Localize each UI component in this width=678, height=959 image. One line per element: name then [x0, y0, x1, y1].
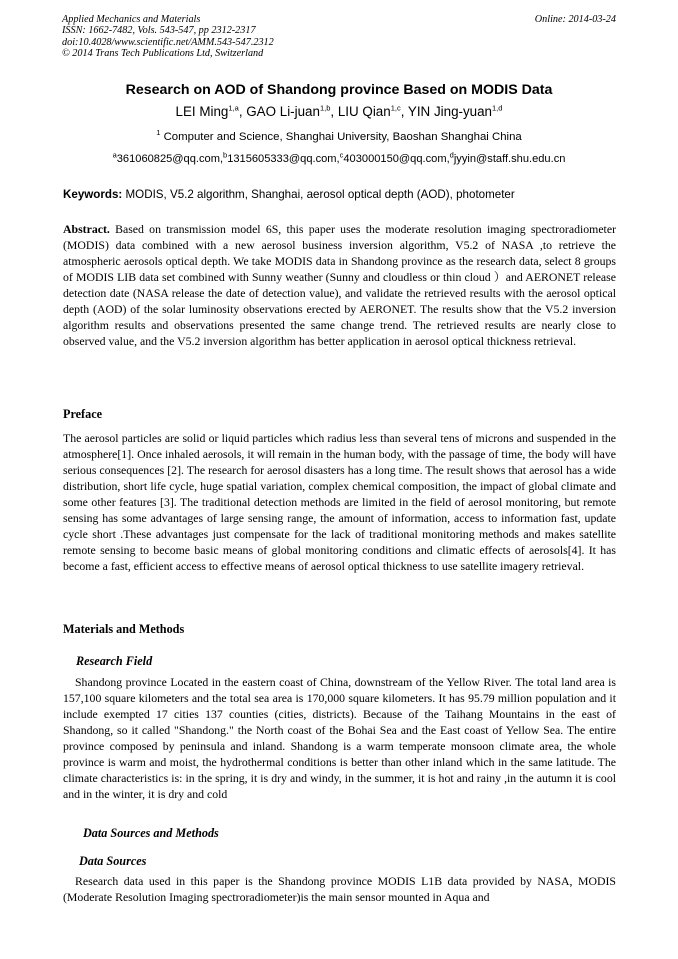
keywords-label: Keywords:	[63, 188, 123, 201]
email-sup: c	[339, 150, 344, 160]
author-name: GAO Li-juan	[246, 104, 320, 119]
affiliation-text: Computer and Science, Shanghai University, Baoshan Shanghai China	[163, 131, 522, 143]
journal-name: Applied Mechanics and Materials	[62, 14, 201, 25]
author-name: LEI Ming	[175, 104, 229, 119]
author-sup: 1,d	[492, 103, 503, 113]
preface-text: The aerosol particles are solid or liquid particles which radius less than several tens of microns and suspended in the atmosphere[1]. Once inhaled aerosols, it will remain in the human body, with the passage of time, the body will have serious consequences [2]. The research for aerosol disasters has a long time. The result shows that aerosol has a wide distribution, short life cycle, huge spatial variation, complex chemical composition, the impact of global climate and some other features [3]. The traditional detection methods are limited in the field of aerosol monitoring, but remote sensing has some advantages of large sensing range, the amount of information, access to information fast, update cycle short .These advantages just compensate for the lack of traditional monitoring methods and makes satellite remote sensing to become basic means of global monitoring conditions and climatic effects of aerosols[4]. It has become a fast, efficient access to effective means of aerosol optical thickness to use satellite imagery retrieval.	[63, 431, 616, 574]
data-sources-text: Research data used in this paper is the Shandong province MODIS L1B data provided by NASA, MODIS (Moderate Resolution Imaging spectroradiometer)is the main sensor mounted in Aqua and	[63, 874, 616, 905]
abstract-text: Based on transmission model 6S, this paper uses the moderate resolution imaging spectroradiometer (MODIS) data combined with a new aerosol business inversion algorithm, V5.2 of NASA ,to retrieve the atmospheric aerosols optical depth. We take MODIS data in Shandong province as the research data, select 8 groups of MODIS LIB data set combined with Sunny weather (Sunny and cloudless or thin cloud ）and AERONET release detection date (NASA release the date of detection value), and validate the retrieved results with the aerosol optical depth (AOD) of the solar luminosity observations erected by AERONET. The results show that the V5.2 inversion algorithm results and observations presented the same change trend. The retrieved results are nearly close to observed value, and the V5.2 inversion algorithm has better application in aerosol optical thickness retrieval.	[63, 222, 616, 349]
email-list: $^a$361060825@qq.com,$^b$1315605333@qq.com,$^c$403000150@qq.com,$^d$jyyin@staff.shu.edu.cn	[112, 150, 566, 165]
doi-line[interactable]: doi:10.4028/www.scientific.net/AMM.543-547.2312	[62, 36, 274, 48]
subsection-heading-data-sources-methods: Data Sources and Methods	[83, 826, 219, 840]
author-sup: 1,c	[390, 103, 401, 113]
email-address[interactable]: 361060825@qq.com	[116, 153, 220, 165]
subsection-heading-data-sources: Data Sources	[79, 854, 147, 868]
affiliation	[0, 128, 678, 143]
abstract-label: Abstract.	[63, 222, 110, 236]
email-sup: b	[223, 150, 228, 160]
author-name: YIN Jing-yuan	[407, 104, 493, 119]
email-address[interactable]: 403000150@qq.com	[343, 153, 447, 165]
affiliation-sup: 1	[156, 128, 161, 138]
copyright-line: © 2014 Trans Tech Publications Ltd, Switzerland	[62, 48, 264, 60]
research-field-text: Shandong province Located in the eastern coast of China, downstream of the Yellow River. The total land area is 157,100 square kilometers and the total sea area is 170,000 square kilometers. It has 95.79 million population and it include exempted 17 cities 137 counties (cities, districts). Because of the Taihang Mountains in the east of Shandong, so it called "Shandong." the North coast of the Bohai Sea and the East coast of Yellow Sea. The entire province composed by peninsula and inland. Shandong is a warm temperate monsoon climate area, the whole province is warm and moist, the hydrothermal conditions is better than other inland which in the same latitude. The climate characteristics is: in the spring, it is dry and windy, in the summer, it is hot and rainy ,in the autumn it is cool and in the winter, it is dry and cold	[63, 675, 616, 802]
author-sup: 1,b	[319, 103, 331, 113]
section-heading-materials: Materials and Methods	[63, 622, 185, 636]
issn-line: ISSN: 1662-7482, Vols. 543-547, pp 2312-2317	[62, 25, 256, 37]
email-address[interactable]: jyyin@staff.shu.edu.cn	[453, 153, 566, 165]
author-name: LIU Qian	[337, 104, 391, 119]
journal-header	[62, 14, 616, 60]
keywords-line	[63, 188, 616, 201]
author-sup: 1,a	[228, 103, 239, 113]
email-sup: a	[112, 150, 117, 160]
section-heading-preface: Preface	[63, 407, 103, 421]
email-address[interactable]: 1315605333@qq.com	[227, 153, 337, 165]
subsection-heading-research-field: Research Field	[76, 654, 153, 668]
online-date: Online: 2014-03-24	[534, 14, 616, 25]
author-list: LEI Ming$^{1,a}$, GAO Li-juan$^{1,b}$, LIU Qian$^{1,c}$, YIN Jing-yuan$^{1,d}$	[175, 103, 503, 119]
paper-title: Research on AOD of Shandong province Based on MODIS Data	[125, 82, 553, 98]
keywords-text: MODIS, V5.2 algorithm, Shanghai, aerosol optical depth (AOD), photometer	[125, 188, 515, 201]
email-sup: d	[449, 150, 454, 160]
abstract	[63, 221, 616, 349]
